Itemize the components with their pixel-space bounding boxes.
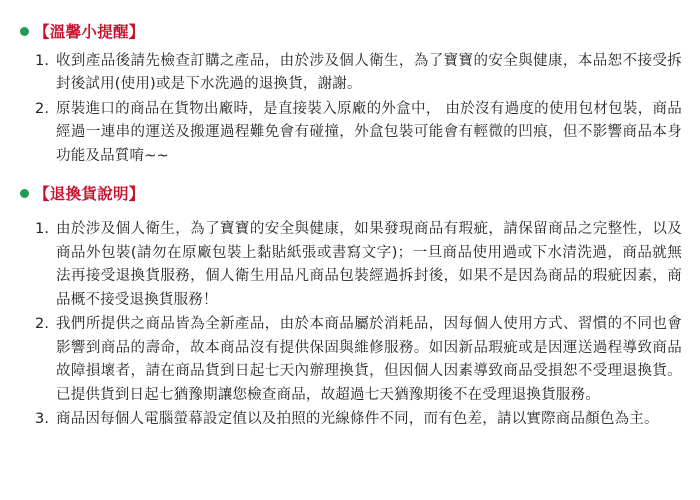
section-return-policy (18, 182, 682, 431)
list-item: 2. 我們所提供之商品皆為全新產品，由於本商品屬於消耗品，因每個人使用方式、習慣的不同也會影響到商品的壽命，故本商品沒有提供保固與維修服務。如因新品瑕疵或是因運送過程導致商品故障損壞者，請在商品貨到日起七天內辦理換貨，但因個人因素導致商品受損恕不受理退換貨。已提供貨到日起七猶豫期讓您檢查商品，故超過七天猶豫期後不在受理退換貨服務。 (54, 313, 682, 407)
section-return-policy-heading-text: 【退換貨說明】 (34, 185, 145, 204)
bullet-dot-icon (20, 189, 29, 198)
section-reminder-heading (18, 20, 682, 42)
list-item: 1. 收到產品後請先檢查訂購之產品，由於涉及個人衛生，為了寶寶的安全與健康，本品恕不接受拆封後試用(使用)或是下水洗過的退換貨，謝謝。 (54, 50, 682, 97)
section-return-policy-list (18, 218, 682, 431)
section-reminder-heading-text: 【溫馨小提醒】 (34, 23, 145, 41)
bullet-dot-icon (20, 27, 29, 36)
list-item: 1. 由於涉及個人衛生，為了寶寶的安全與健康，如果發現商品有瑕疵，請保留商品之完整性，以及商品外包裝(請勿在原廠包裝上黏貼紙張或書寫文字)；一旦商品使用過或下水清洗過，商品就無法再接受退換貨服務，個人衛生用品凡商品包裝經過拆封後，如果不是因為商品的瑕疵因素，商品概不接受退換貨服務！ (54, 218, 682, 312)
list-item: 2. 原裝進口的商品在貨物出廠時，是直接裝入原廠的外盒中， 由於沒有過度的使用包材包裝，商品經過一連串的運送及搬運過程難免會有碰撞，外盒包裝可能會有輕微的凹痕，但不影響商品本身功能及品質唷~~ (54, 98, 682, 168)
section-return-policy-heading (18, 182, 682, 204)
list-item: 3. 商品因每個人電腦螢幕設定值以及拍照的光線條件不同，而有色差，請以實際商品顏色為主。 (54, 408, 682, 431)
section-reminder (18, 20, 682, 168)
section-reminder-list (18, 50, 682, 168)
